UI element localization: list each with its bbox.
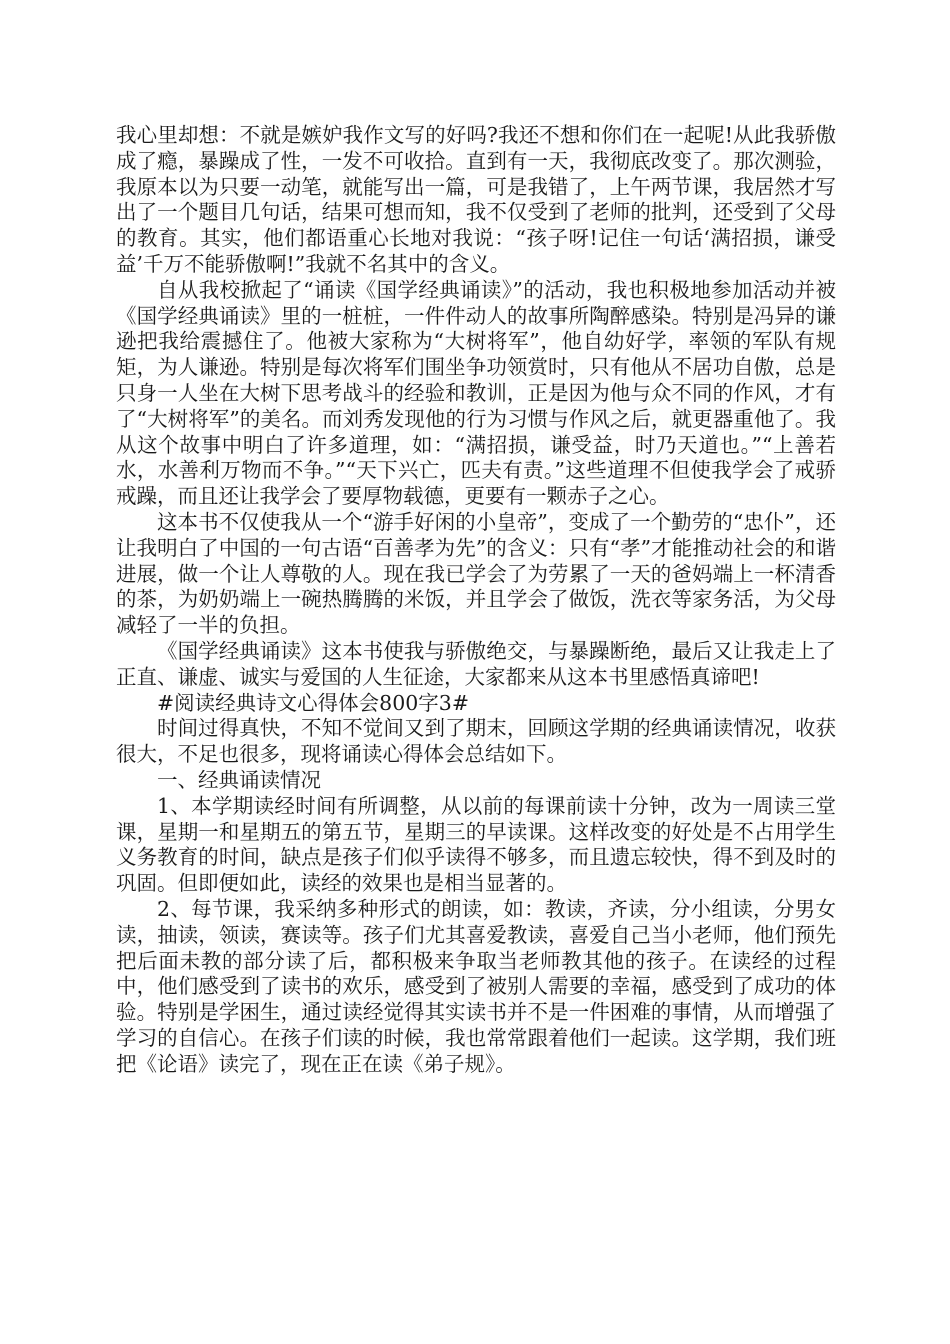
document-body [116, 123, 836, 1077]
subheading-1: 一、经典诵读情况 [157, 767, 321, 792]
paragraph-3: 这本书不仅使我从一个“游手好闲的小皇帝”，变成了一个勤劳的“忠仆”，还让我明白了中国的一句古语“百善孝为先”的含义：只有“孝”才能推动社会的和谐进展，做一个让人尊敬的人。现在我已学会了为劳累了一天的爸妈端上一杯清香的茶，为奶奶端上一碗热腾腾的米饭，并且学会了做饭，洗衣等家务活，为父母减轻了一半的负担。 [116, 509, 836, 638]
paragraph-8: 1、本学期读经时间有所调整，从以前的每课前读十分钟，改为一周读三堂课，星期一和星期五的第五节，星期三的早读课。这样改变的好处是不占用学生义务教育的时间，缺点是孩子们似乎读得不够多，而且遗忘较快，得不到及时的巩固。但即便如此，读经的效果也是相当显著的。 [116, 793, 836, 896]
paragraph-9: 2、每节课，我采纳多种形式的朗读，如：教读，齐读，分小组读，分男女读，抽读，领读，赛读等。孩子们尤其喜爱教读，喜爱自己当小老师，他们预先把后面未教的部分读了后，都积极来争取当老师教其他的孩子。在读经的过程中，他们感受到了读书的欢乐，感受到了被别人需要的幸福，感受到了成功的体验。特别是学困生，通过读经觉得其实读书并不是一件困难的事情，从而增强了学习的自信心。在孩子们读的时候，我也常常跟着他们一起读。这学期，我们班把《论语》读完了，现在正在读《弟子规》。 [116, 896, 836, 1076]
paragraph-1: 我心里却想：不就是嫉妒我作文写的好吗?我还不想和你们在一起呢!从此我骄傲成了瘾，暴躁成了性，一发不可收拾。直到有一天，我彻底改变了。那次测验，我原本以为只要一动笔，就能写出一篇，可是我错了，上午两节课，我居然才写出了一个题目几句话，结果可想而知，我不仅受到了老师的批判，还受到了父母的教育。其实，他们都语重心长地对我说：“孩子呀!记住一句话‘满招损，谦受益’千万不能骄傲啊!”我就不名其中的含义。 [116, 123, 836, 276]
paragraph-2: 自从我校掀起了“诵读《国学经典诵读》”的活动，我也积极地参加活动并被《国学经典诵读》里的一桩桩，一件件动人的故事所陶醉感染。特别是冯异的谦逊把我给震撼住了。他被大家称为“大树将军”，他自幼好学，率领的军队有规矩，为人谦逊。特别是每次将军们围坐争功领赏时，只有他从不居功自傲，总是只身一人坐在大树下思考战斗的经验和教训，正是因为他与众不同的作风，才有了“大树将军”的美名。而刘秀发现他的行为习惯与作风之后，就更器重他了。我从这个故事中明白了许多道理，如：“满招损，谦受益，时乃天道也。”“上善若水，水善利万物而不争。”“天下兴亡，匹夫有责。”这些道理不但使我学会了戒骄戒躁，而且还让我学会了要厚物载德，更要有一颗赤子之心。 [116, 277, 836, 509]
section-heading-3: #阅读经典诗文心得体会800字3# [157, 690, 470, 715]
paragraph-6: 时间过得真快，不知不觉间又到了期末，回顾这学期的经典诵读情况，收获很大，不足也很多，现将诵读心得体会总结如下。 [116, 716, 836, 767]
paragraph-4: 《国学经典诵读》这本书使我与骄傲绝交，与暴躁断绝，最后又让我走上了正直、谦虚、诚实与爱国的人生征途，大家都来从这本书里感悟真谛吧! [116, 638, 836, 689]
